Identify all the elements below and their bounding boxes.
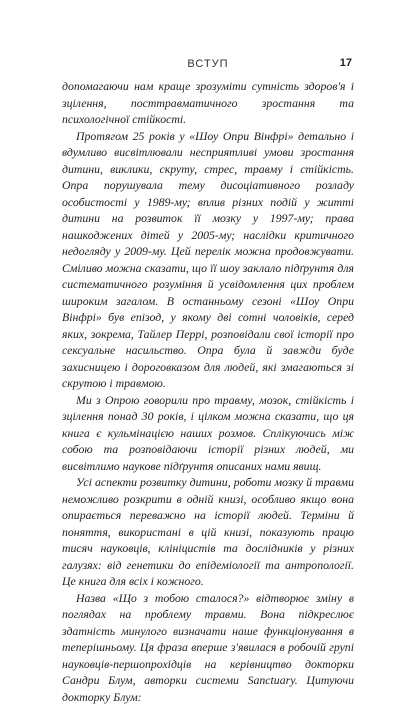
page-number: 17 xyxy=(340,57,352,69)
paragraph: Назва «Що з тобою сталося?» відтворює зміну в поглядах на проблему травми. Вона підкреслює здатність минулого визначати наше функціонування в теперішньому. Ця фраза вперше з'явилася в робочій групі науковців-першопрохідців на керівництво докторки Сандри Блум, авторки системи Sanctuary. Цитуючи докторку Блум: xyxy=(62,590,354,705)
paragraph: Протягом 25 років у «Шоу Опри Вінфрі» детально і вдумливо висвітлювали несприятливі умови зростання дитини, виклики, скруту, стрес, травму і стійкість. Опра порушувала тему дисоціативного розладу особистості у 1989-му; вплив різних подій у житті дитини на розвиток її мозку у 1997-му; права нашкоджених дітей у 2005-му; наслідки критичного недогляду у 2009-му. Цей перелік можна продовжувати. Сміливо можна сказати, що її шоу заклало підґрунтя для систематичного розуміння й усвідомлення цих проблем широким загалом. В останньому сезоні «Шоу Опри Вінфрі» був епізод, у якому дві сотні чоловіків, серед яких, зокрема, Тайлер Перрі, розповідали свої історії про сексуальне насильство. Опра була й завжди буде захисницею і дороговказом для людей, які змагаються зі скрутою і травмою. xyxy=(62,128,354,392)
paragraph: допомагаючи нам краще зрозуміти сутність здоров'я і зцілення, посттравматичного зростання та психологічної стійкості. xyxy=(62,78,354,128)
paragraph: Ми з Опрою говорили про травму, мозок, стійкість і зцілення понад 30 років, і цілком можна сказати, що ця книга є кульмінацією наших розмов. Сплікуючись між собою та розповідаючи історії різних людей, ми висвітлимо наукове підґрунтя описаних нами явищ. xyxy=(62,392,354,475)
paragraph: Усі аспекти розвитку дитини, роботи мозку й травми неможливо розкрити в одній книзі, особливо якщо вона опирається переважно на історії людей. Терміни й поняття, використані в цій книзі, показують працю тисяч науковців, клініцистів та дослідників у різних галузях: від генетики до епідеміології та антропології. Це книга для всіх і кожного. xyxy=(62,474,354,590)
running-header-title: ВСТУП xyxy=(0,58,416,70)
body-text xyxy=(62,78,354,705)
